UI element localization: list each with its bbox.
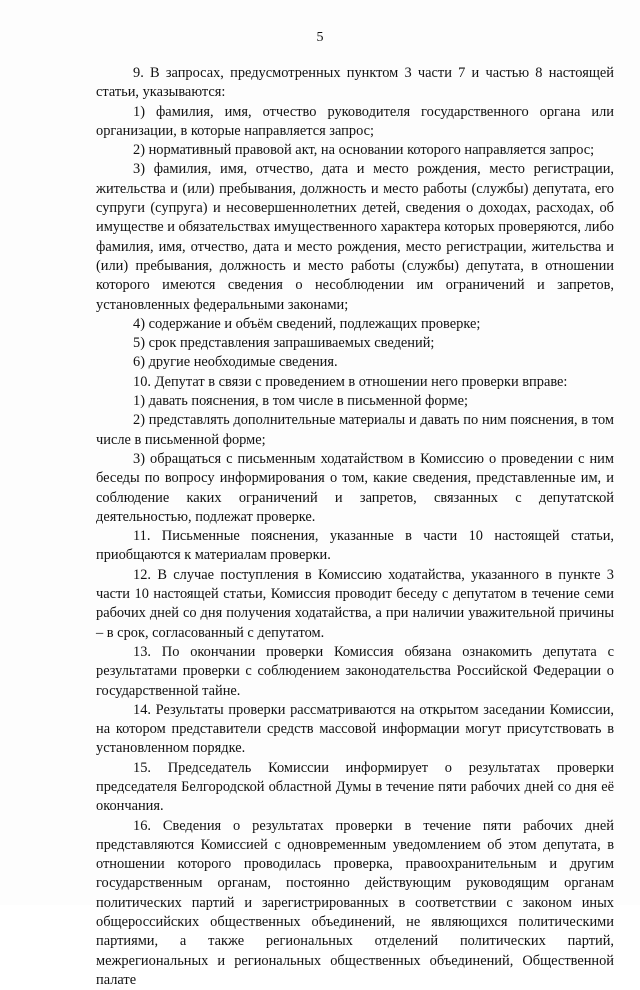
paragraph-9-item-3: 3) фамилия, имя, отчество, дата и место рождения, место регистрации, жительства и (или) пребывания, должность и место работы (службы) депутата, его супруги (супруга) и несовершеннолетних детей, сведения о доходах, расходах, об имуществе и обязательствах имущественного характера которых проверяются, либо фамилия, имя, отчество, дата и место рождения, место регистрации, жительства и (или) пребывания, должность и место работы (службы) депутата, в отношении которого имеются сведения о несоблюдении им ограничений и запретов, установленных федеральными законами; — [96, 161, 614, 313]
paragraph-10: 10. Депутат в связи с проведением в отношении него проверки вправе: — [133, 373, 568, 390]
paragraph-10-item-3: 3) обращаться с письменным ходатайством в Комиссию о проведении с ним беседы по вопросу информирования о том, какие сведения, представленные им, и соблюдение каких ограничений и запретов, связанных с депутатской деятельностью, подлежат проверке. — [96, 450, 614, 525]
paragraph-9-item-1: 1) фамилия, имя, отчество руководителя государственного органа или организации, в которые направляется запрос; — [96, 103, 614, 139]
paragraph-16: 16. Сведения о результатах проверки в течение пяти рабочих дней представляются Комиссией с одновременным уведомлением об этом депутата, в отношении которого проводилась проверка, правоохранительным и другим государственным органам, постоянно действующим руководящим органам политических партий и зарегистрированных в соответствии с законом иных общероссийских общественных объединений, не являющихся политическими партиями, а также региональных отделений политических партий, межрегиональных и региональных общественных объединений, Общественной палате — [96, 817, 614, 988]
paragraph-14: 14. Результаты проверки рассматриваются на открытом заседании Комиссии, на котором представители средств массовой информации могут присутствовать в установленном порядке. — [96, 701, 614, 757]
document-body — [96, 64, 614, 990]
paragraph-15: 15. Председатель Комиссии информирует о результатах проверки председателя Белгородской областной Думы в течение пяти рабочих дней со дня её окончания. — [96, 759, 614, 815]
paragraph-9-item-2: 2) нормативный правовой акт, на основании которого направляется запрос; — [133, 142, 595, 159]
paragraph-9-item-5: 5) срок представления запрашиваемых сведений; — [133, 335, 435, 352]
paragraph-10-item-1: 1) давать пояснения, в том числе в письменной форме; — [133, 393, 469, 410]
paragraph-10-item-2: 2) представлять дополнительные материалы и давать по ним пояснения, в том числе в письменной форме; — [96, 412, 614, 448]
paragraph-13: 13. По окончании проверки Комиссия обязана ознакомить депутата с результатами проверки с соблюдением законодательства Российской Федерации о государственной тайне. — [96, 643, 614, 699]
page-number: 5 — [316, 30, 324, 45]
paragraph-11: 11. Письменные пояснения, указанные в части 10 настоящей статьи, приобщаются к материалам проверки. — [96, 528, 614, 564]
paragraph-9-item-6: 6) другие необходимые сведения. — [133, 354, 338, 371]
paragraph-9: 9. В запросах, предусмотренных пунктом 3 части 7 и частью 8 настоящей статьи, указываются: — [96, 65, 614, 101]
paragraph-12: 12. В случае поступления в Комиссию ходатайства, указанного в пункте 3 части 10 настоящей статьи, Комиссия проводит беседу с депутатом в течение семи рабочих дней со дня получения ходатайства, а при наличии уважительной причины – в срок, согласованный с депутатом. — [96, 566, 614, 641]
paragraph-9-item-4: 4) содержание и объём сведений, подлежащих проверке; — [133, 315, 481, 332]
